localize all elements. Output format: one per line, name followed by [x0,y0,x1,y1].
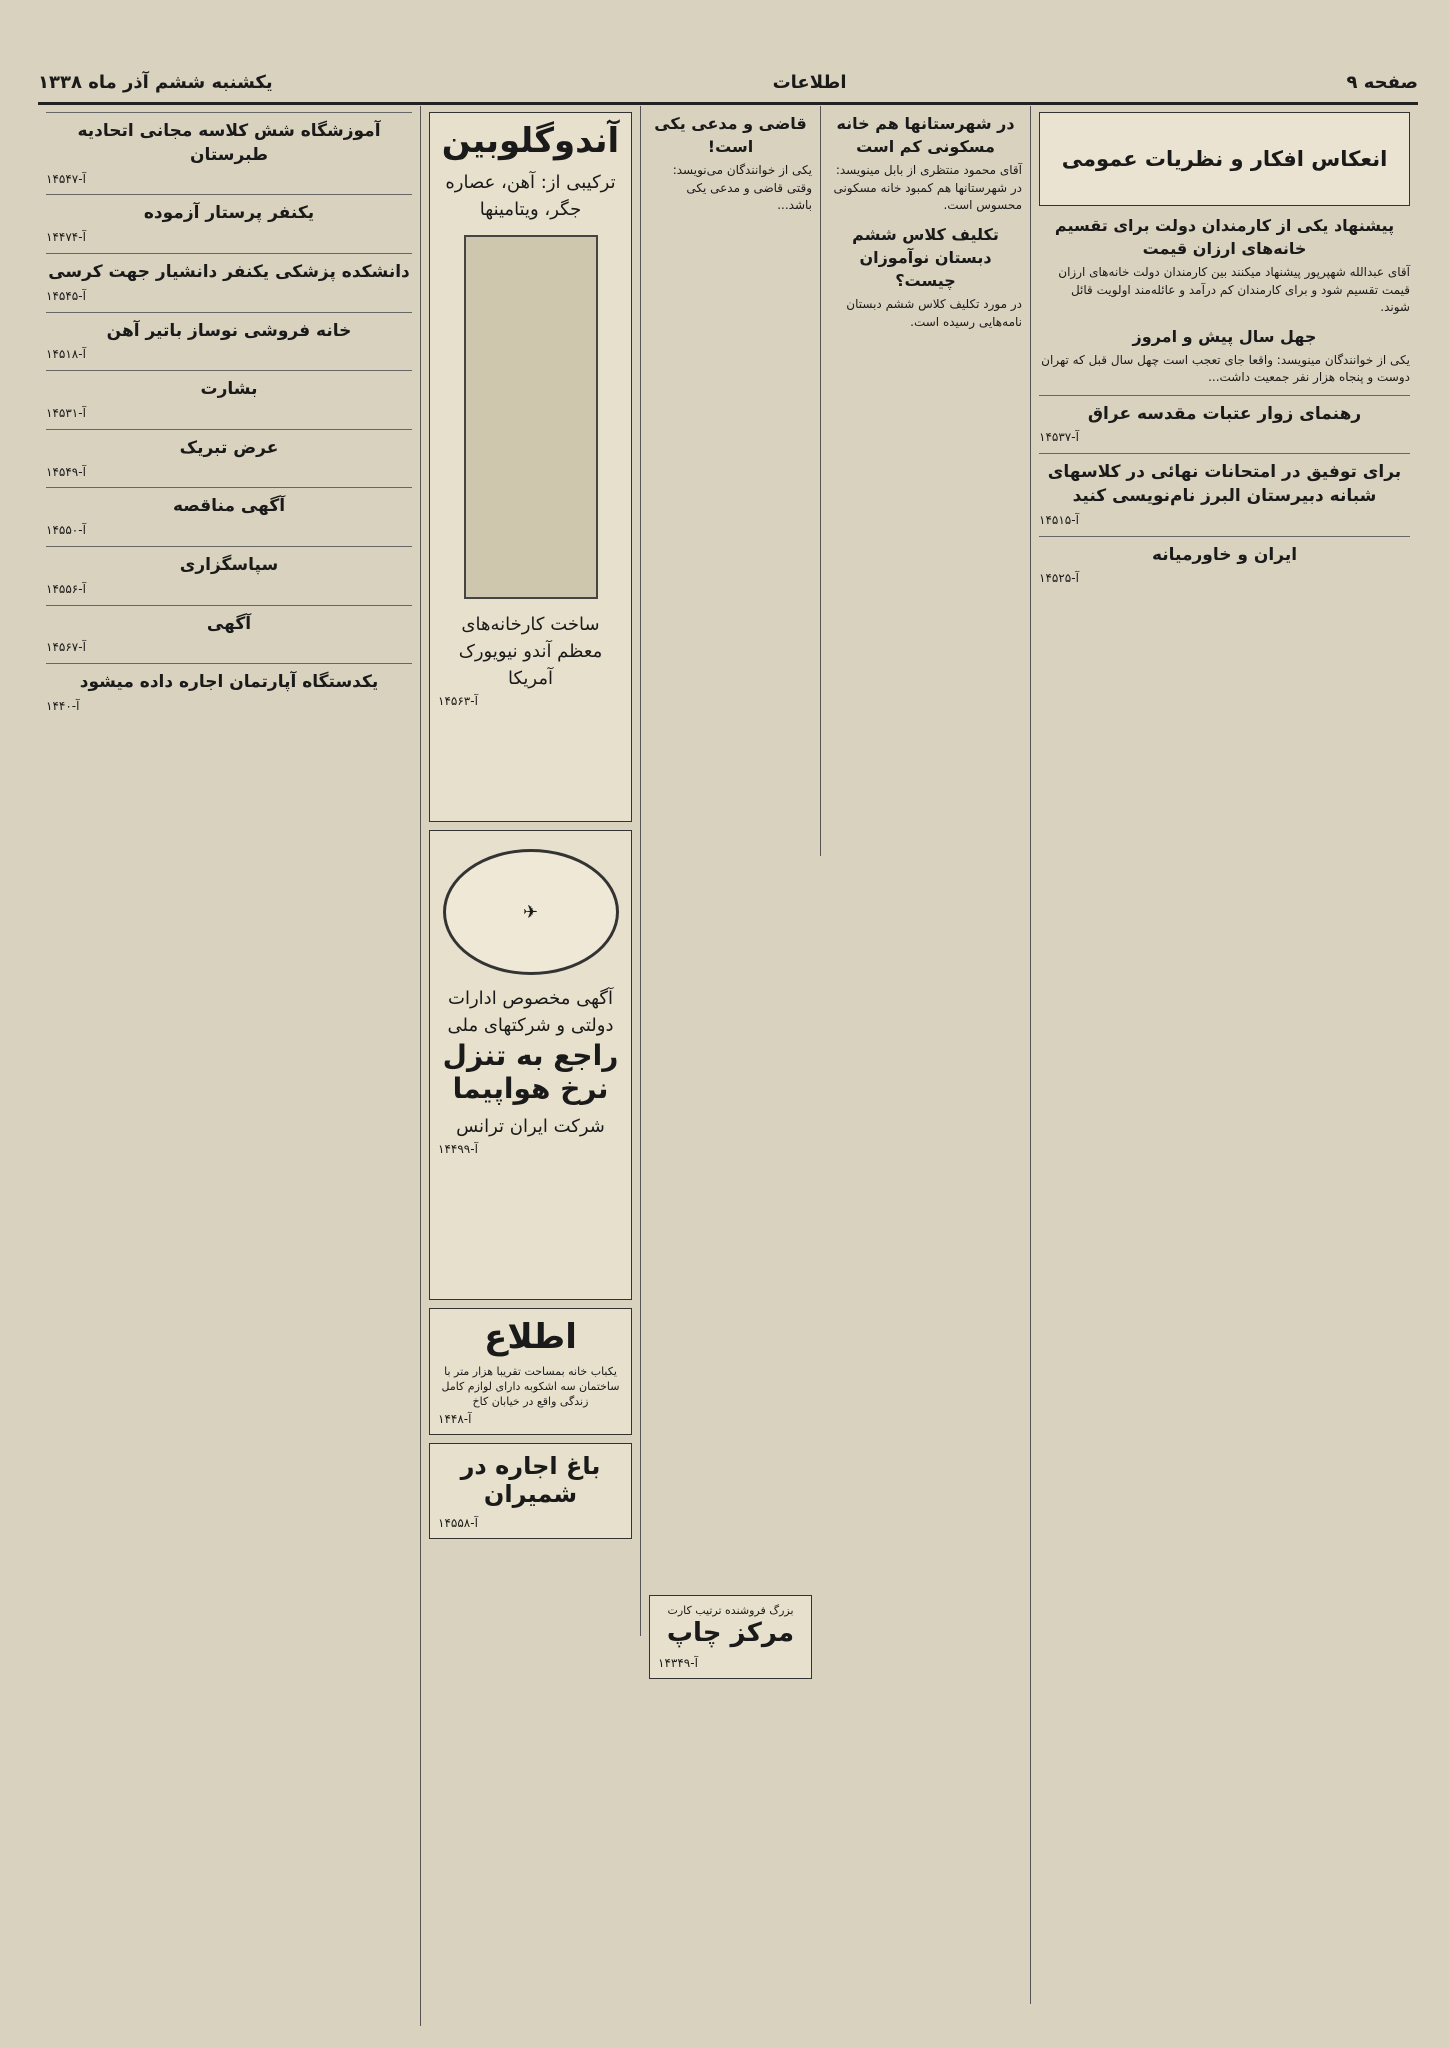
notice-title: آگهی مناقصه [172,496,286,517]
article-body: در مورد تکلیف کلاس ششم دبستان نامه‌هایی رسیده است. [846,297,1022,329]
notice-iran [1039,536,1410,595]
article [649,112,812,215]
article-title: پیشنهاد یکی از کارمندان دولت برای تقسیم خانه‌های ارزان قیمت [1054,216,1395,259]
notice-code: ۱۴۴۷۴-آ [46,230,86,245]
notice-code: ۱۴۵۴۷-آ [46,171,86,186]
endo-ad [429,112,632,822]
notice-code: ۱۴۵۵۰-آ [46,523,86,538]
article-title: در شهرستانها هم خانه مسکونی کم است [836,114,1015,157]
notice-title: بشارت [200,379,258,400]
airline-title: آگهی مخصوص ادارات دولتی و شرکتهای ملی [447,988,614,1036]
airline-text: راجع به تنزل نرخ هواپیما [442,1039,619,1105]
notice-code: ۱۴۵۳۱-آ [46,405,86,420]
airline-ad [429,830,632,1300]
notice-code: ۱۴۵۱۵-آ [1039,512,1079,527]
itla-ad [429,1308,632,1435]
notice-last [46,663,412,722]
column-housing [820,106,1030,856]
notice-tabarestan [46,112,412,194]
notice-aghi [46,605,412,664]
article-title: جهل سال پیش و امروز [1132,326,1317,346]
notice-title: رهنمای زوار عتبات مقدسه عراق [1087,403,1362,424]
notice-title: یکنفر پرستار آزموده [143,203,315,224]
notice-code: ۱۴۵۲۵-آ [1039,571,1079,586]
notice-title: ایران و خاورمیانه [1151,544,1298,565]
notice-nurse [46,194,412,253]
bottle-image [464,235,598,599]
notice-code: ۱۴۵۴۵-آ [46,288,86,303]
notice-code: ۱۴۵۵۶-آ [46,581,86,596]
notice-title: دانشکده پزشکی یکنفر دانشیار جهت کرسی [48,261,410,282]
column-ads-center [420,106,640,2026]
article [829,223,1022,331]
notice-tabrik [46,429,412,488]
column-banner: انعکاس افکار و نظریات عمومی [1039,112,1410,206]
endo-title: آندوگلوبین [441,121,620,161]
notice-title: خانه فروشی نوساز باتیر آهن [106,320,352,341]
notice-code: ۱۴۵۴۹-آ [46,464,86,479]
article-body: آقای محمود منتظری از بابل مینویسد: در شهرستانها هم کمبود خانه مسکونی محسوس است. [833,163,1022,213]
date: یکشنبه ششم آذر ماه ۱۳۳۸ [38,71,273,93]
rent-code: ۱۴۵۵۸-آ [438,1515,478,1530]
notice-code: ۱۴۵۱۸-آ [46,347,86,362]
article [1039,325,1410,387]
notice-exam [1039,453,1410,535]
notice-house [46,312,412,371]
notice-code: ۱۴۴۰-آ [46,698,80,713]
itla-code: ۱۴۴۸-آ [438,1411,472,1426]
rent-title: باغ اجاره در شمیران [460,1451,601,1508]
article-body: آقای عبدالله شهپرپور پیشنهاد میکنند بین کارمندان دولت خانه‌های ارزان قیمت تقسیم شود و برای کارمندان کم درآمد و عائله‌مند اولویت قائل شوند. [1058,265,1410,315]
notice-sepas [46,546,412,605]
endo-footer: ساخت کارخانه‌های معظم آندو نیویورک آمریکا [458,614,603,689]
print-code: ۱۴۳۴۹-آ [658,1656,698,1671]
endo-text: ترکیبی از: آهن، عصاره جگر، ویتامینها [445,172,616,220]
notice-title: عرض تبریک [179,437,279,458]
page-number: صفحه ۹ [1346,71,1418,93]
notice-uni [46,253,412,312]
notice-code: ۱۴۵۳۷-آ [1039,430,1079,445]
endo-code: ۱۴۵۶۳-آ [438,694,478,708]
itla-text: یکباب خانه بمساحت تقریبا هزار متر با ساختمان سه اشکوبه دارای لوازم کامل زندگی واقع در خیابان کاخ [441,1365,620,1408]
notice-title: یکدستگاه آپارتمان اجاره داده میشود [79,672,379,693]
itla-title: اطلاع [484,1317,577,1357]
notice-title: آگهی [206,613,252,634]
print-title: مرکز چاپ [666,1618,795,1649]
article [1039,214,1410,317]
print-ad [649,1595,812,1680]
rent-ad [429,1443,632,1539]
notice-title: آموزشگاه شش کلاسه مجانی اتحادیه طبرستان [77,121,381,165]
notice-monaqese [46,487,412,546]
article [829,112,1022,215]
notice-code: ۱۴۵۶۷-آ [46,640,86,655]
article-body: یکی از خوانندگان مینویسد: واقعا جای تعجب است چهل سال قبل که تهران دوست و پنجاه هزار نفر جمعیت داشت... [1041,352,1410,385]
globe-icon: ✈ [443,849,619,975]
column-public-opinion [1030,106,1418,2004]
notice-title: برای توفیق در امتحانات نهائی در کلاسهای شبانه دبیرستان البرز نام‌نویسی کنید [1047,462,1402,506]
column-left-notices [38,106,420,2026]
airline-code: ۱۴۴۹۹-آ [438,1142,478,1156]
print-subtitle: بزرگ فروشنده ترتیب کارت [667,1603,794,1617]
article-title: قاضی و مدعی یکی است! [654,114,807,157]
article-body: یکی از خوانندگان می‌نویسد: وقتی قاضی و مدعی یکی باشد... [672,163,812,213]
newspaper-name: اطلاعات [772,71,847,93]
airline-company: شرکت ایران ترانس [456,1116,605,1137]
notice-bisharat [46,370,412,429]
notice-rahnama [1039,395,1410,454]
column-judge [640,106,820,1671]
article-title: تکلیف کلاس ششم دبستان نوآموزان چیست؟ [852,224,999,290]
notice-title: سپاسگزاری [179,554,279,575]
